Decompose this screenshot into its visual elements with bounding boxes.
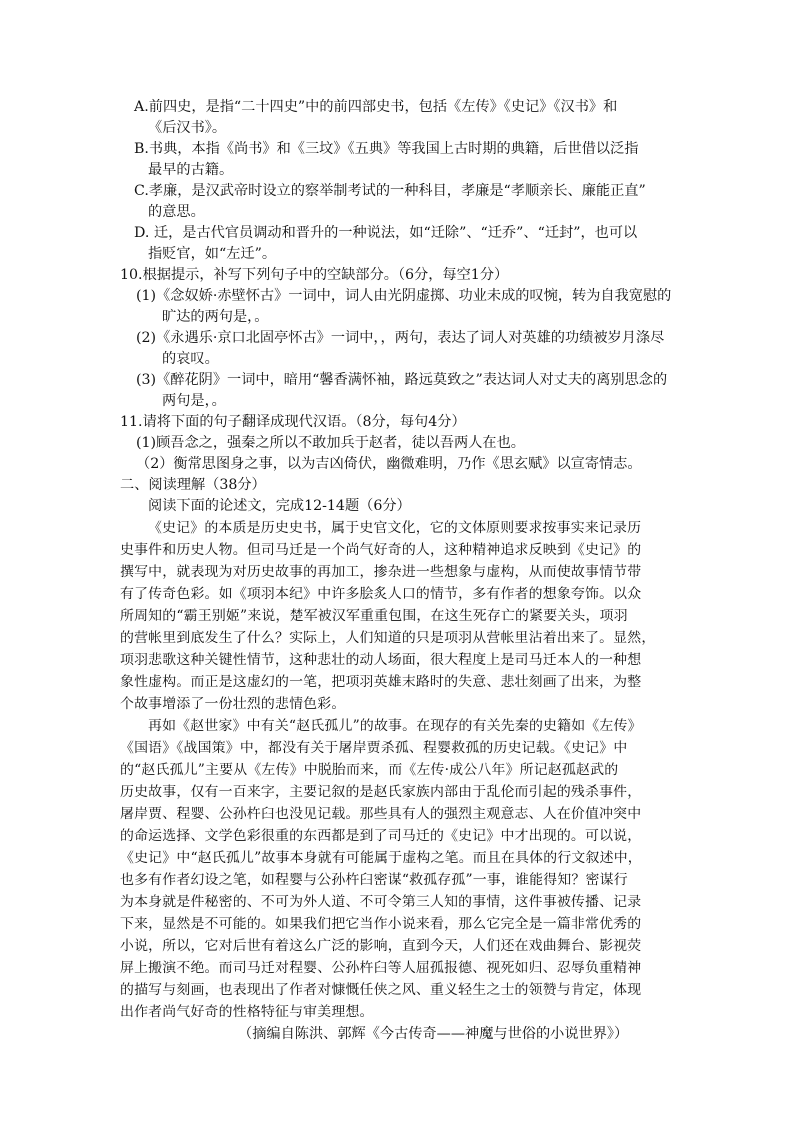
- passage-p2-line: 出作者尚气好奇的性格特征与审美理想。: [120, 1004, 374, 1020]
- choice-b-line2: 最早的古籍。: [148, 162, 234, 178]
- q10-item2-line1: (2)《永遇乐·京口北固亭怀古》一词中，，两句，表达了词人对英雄的功绩被岁月涤尽: [136, 330, 665, 346]
- passage-p2-line: 屏上搬演不绝。而司马迁对程婴、公孙杵臼等人屈孤报德、视死如归、忍辱负重精神: [120, 960, 642, 976]
- q10-item2-line2: 的哀叹。: [162, 351, 219, 367]
- section2-intro: 阅读下面的论述文，完成12-14题（6分）: [148, 498, 411, 514]
- choice-a-line1: A.前四史，是指“二十四史”中的前四部史书，包括《左传》《史记》《汉书》和: [134, 99, 618, 115]
- passage-p2-line: 为本身就是件秘密的、不可为外人道、不可令第三人知的事情，这件事被传播、记录: [120, 894, 642, 910]
- q10-item1-line2: 旷达的两句是，。: [162, 309, 269, 325]
- choice-d-line1: D. 迁，是古代官员调动和晋升的一种说法，如“迁除”、“迁乔”、“迁封”，也可以: [134, 225, 638, 241]
- passage-p2-line: 的命运选择、文学色彩很重的东西都是到了司马迁的《史记》中才出现的。可以说，: [120, 828, 642, 844]
- q10-item3-line2: 两句是，。: [162, 393, 226, 409]
- passage-source: （摘编自陈洪、郭辉《今古传奇——神魔与世俗的小说世界》）: [238, 1026, 629, 1042]
- choice-c-line2: 的意思。: [148, 204, 205, 220]
- passage-p1-line: 撰写中，就表现为对历史故事的再加工，掺杂进一些想象与虚构，从而使故事情节带: [120, 564, 642, 580]
- passage-p1-line: 有了传奇色彩。如《项羽本纪》中许多脍炙人口的情节，多有作者的想象夸饰。以众: [120, 586, 642, 602]
- passage-p2-line: 小说，所以，它对后世有着这么广泛的影响，直到今天，人们还在戏曲舞台、影视荧: [120, 938, 642, 954]
- choice-d-line2: 指贬官，如“左迁”。: [148, 246, 277, 262]
- passage-p2-line: 也多有作者幻设之笔，如程婴与公孙杵臼密谋“救孤存孤”一事，谁能得知？密谋行: [120, 872, 628, 888]
- passage-p2-line: 下来，显然是不可能的。如果我们把它当作小说来看，那么它完全是一篇非常优秀的: [120, 916, 642, 932]
- passage-p2-line: 《国语》《战国策》中，都没有关于屠岸贾杀孤、程婴救孤的历史记载。《史记》中: [120, 740, 628, 756]
- passage-p1-line: 《史记》的本质是历史史书，属于史官文化，它的文体原则要求按事实来记录历: [148, 520, 642, 536]
- passage-p1-line: 所周知的“霸王别姬”来说，楚军被汉军重重包围，在这生死存亡的紧要关头，项羽: [120, 608, 628, 624]
- q10-title: 10.根据提示，补写下列句子中的空缺部分。（6分，每空1分）: [120, 267, 509, 283]
- passage-p2-line: 屠岸贾、程婴、公孙杵臼也没见记载。那些具有人的强烈主观意志、人在价值冲突中: [120, 806, 642, 822]
- passage-p2-line: 历史故事，仅有一百来字，主要记叙的是赵氏家族内部由于乱伦而引起的残杀事件，: [120, 784, 642, 800]
- passage-p2-line: 的“赵氏孤儿”主要从《左传》中脱胎而来，而《左传·成公八年》所记赵孤赵武的: [120, 762, 619, 778]
- passage-p1-line: 个故事增添了一份壮烈的悲情色彩。: [120, 696, 346, 712]
- section2-heading: 二、阅读理解（38分）: [120, 477, 266, 493]
- choice-b-line1: B.书典，本指《尚书》和《三坟》《五典》等我国上古时期的典籍，后世借以泛指: [134, 141, 639, 157]
- q10-item1-line1: (1)《念奴娇·赤壁怀古》一词中，词人由光阴虚掷、功业未成的叹惋，转为自我宽慰的: [136, 288, 672, 304]
- q11-item2: （2）衡常思图身之事，以为吉凶倚伏，幽微难明，乃作《思玄赋》以宣寄情志。: [136, 456, 642, 472]
- choice-c-line1: C.孝廉，是汉武帝时设立的察举制考试的一种科目，孝廉是“孝顺亲长、廉能正直”: [134, 183, 646, 199]
- passage-p2-line: 《史记》中“赵氏孤儿”故事本身就有可能属于虚构之笔。而且在具体的行文叙述中，: [120, 850, 642, 866]
- passage-p2-line: 再如《赵世家》中有关“赵氏孤儿”的故事。在现存的有关先秦的史籍如《左传》: [148, 718, 642, 734]
- choice-a-line2: 《后汉书》。: [148, 120, 227, 136]
- passage-p1-line: 象性虚构。而正是这虚幻的一笔，把项羽英雄末路时的失意、悲壮刻画了出来，为整: [120, 674, 642, 690]
- q10-item3-line1: (3)《醉花阴》一词中，暗用“馨香满怀袖，路远莫致之”表达词人对丈夫的离别思念的: [136, 372, 668, 388]
- q11-item1: (1)顾吾念之，强秦之所以不敢加兵于赵者，徒以吾两人在也。: [136, 435, 525, 451]
- passage-p1-line: 史事件和历史人物。但司马迁是一个尚气好奇的人，这种精神追求反映到《史记》的: [120, 542, 642, 558]
- passage-p2-line: 的描写与刻画，也表现出了作者对慷慨任侠之风、重义轻生之士的领赞与肯定，体现: [120, 982, 642, 998]
- q11-title: 11.请将下面的句子翻译成现代汉语。（8分，每句4分）: [120, 414, 466, 430]
- passage-p1-line: 的营帐里到底发生了什么？实际上，人们知道的只是项羽从营帐里沾着出来了。显然，: [120, 630, 656, 646]
- passage-p1-line: 项羽悲歌这种关键性情节，这种悲壮的动人场面，很大程度上是司马迁本人的一种想: [120, 652, 642, 668]
